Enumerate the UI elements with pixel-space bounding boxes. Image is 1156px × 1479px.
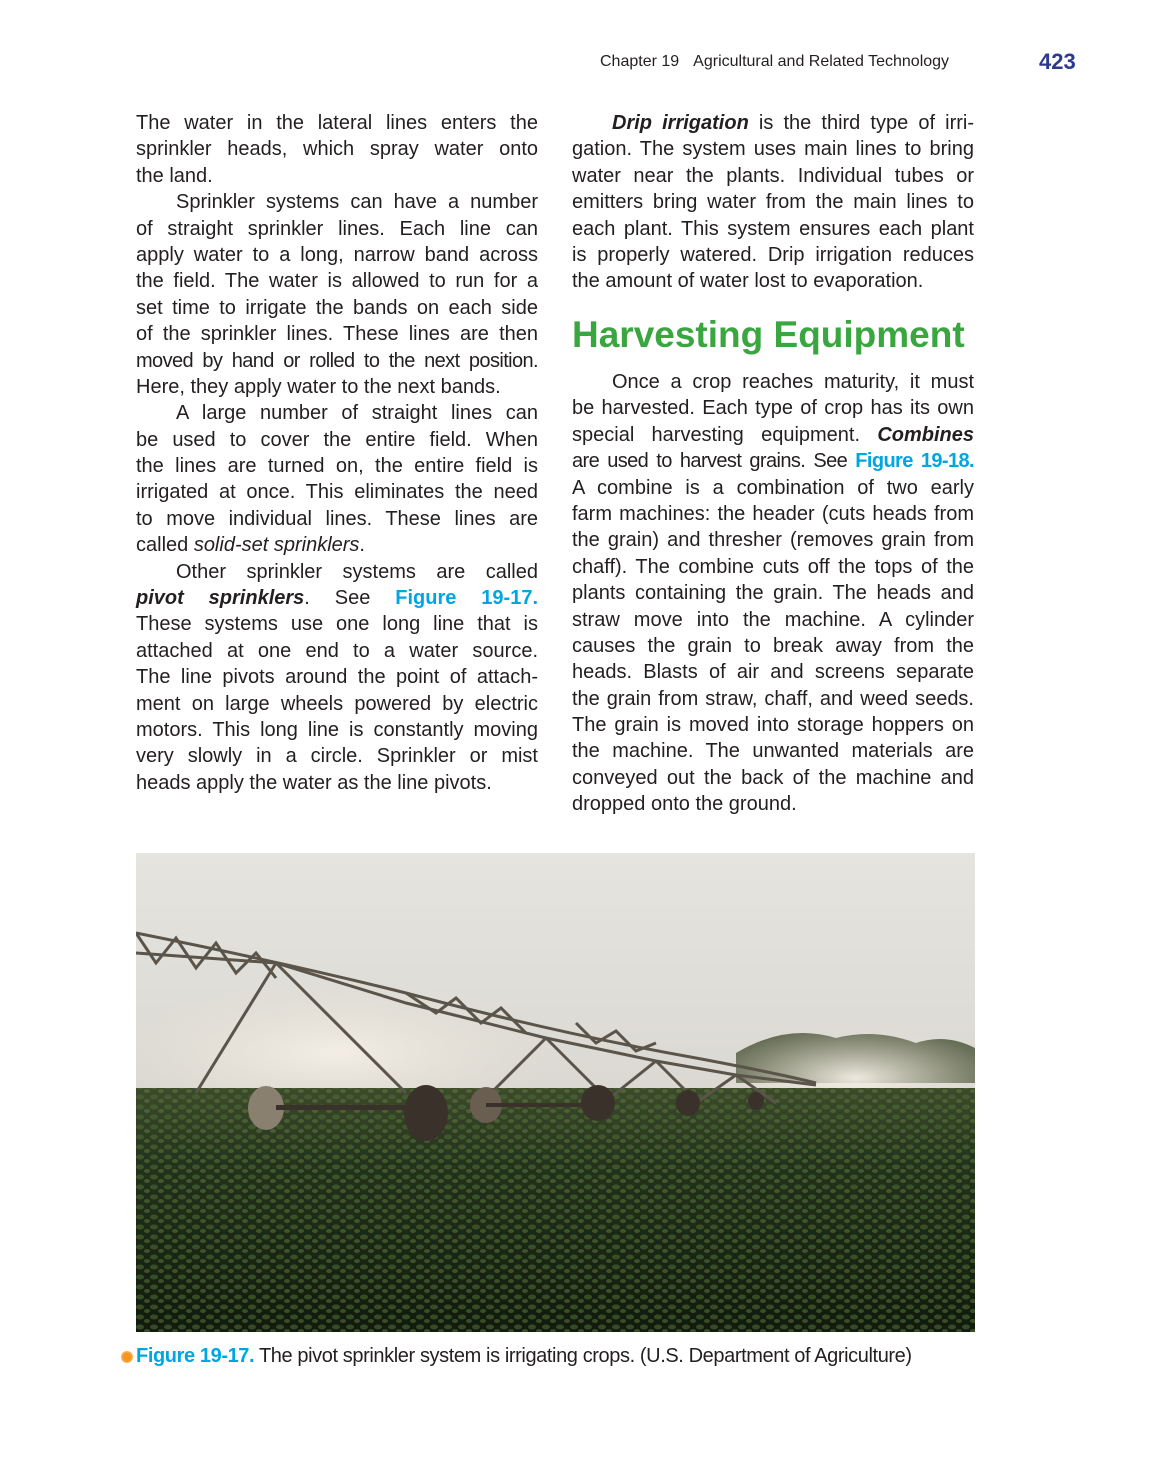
text-run: The grain is moved into storage hoppers on [572,714,974,737]
text-line [572,136,974,162]
text-run: water near the plants. Individual tubes or [572,164,974,187]
page-number: 423 [1039,49,1076,74]
text-run: chaff). The combine cuts off the tops of the [572,555,974,578]
text-line [572,395,974,421]
text-line [136,770,538,796]
text-run: the amount of water lost to evaporation. [572,270,924,293]
text-line [572,527,974,553]
text-run: irrigated at once. This eliminates the need [136,481,538,504]
figure-reference-link[interactable]: Figure 19-17. [395,587,538,610]
figure-reference-link[interactable]: Figure 19-18. [855,450,974,473]
text-run: . [359,534,365,557]
text-line [136,585,538,611]
text-run: plants containing the grain. The heads and [572,582,974,605]
text-line [572,765,974,791]
text-line [136,216,538,242]
text-line [136,479,538,505]
text-line [572,242,974,268]
text-run: motors. This long line is constantly moving [136,718,538,741]
text-run: farm machines: the header (cuts heads from [572,502,974,525]
text-run: of the sprinkler lines. These lines are then [136,323,538,346]
text-run: to move individual lines. These lines are [136,507,538,530]
chapter-title: Agricultural and Related Technology [693,53,950,70]
text-run: be harvested. Each type of crop has its own [572,397,974,420]
text-run: of straight sprinkler lines. Each line can [136,217,538,240]
text-run: is properly watered. Drip irrigation reduces [572,243,974,266]
text-run: are used to harvest grains. See [572,450,856,473]
text-line [136,400,538,426]
text-line [136,427,538,453]
text-line [136,717,538,743]
text-run: Once a crop reaches maturity, it must [612,371,974,393]
text-run: called [136,534,194,557]
text-line [136,295,538,321]
emphasized-term: solid-set sprinklers [193,534,360,557]
text-run: These systems use one long line that is [136,613,538,636]
text-line [572,475,974,501]
running-header [600,53,949,71]
text-run: attached at one end to a water source. [136,639,538,662]
text-run: emitters bring water from the main lines to [572,191,974,214]
text-line [136,374,538,400]
text-line [572,422,974,448]
text-run: dropped onto the ground. [572,793,797,816]
text-run: the grain) and thresher (removes grain from [572,529,974,552]
figure-caption-text: The pivot sprinkler system is irrigating crops. (U.S. Department of Agriculture) [254,1345,912,1367]
emphasized-term: Drip irrigation [612,112,749,134]
text-line [136,638,538,664]
text-line [136,110,538,136]
text-run: apply water to a long, narrow band across [136,243,538,266]
text-line [136,611,538,637]
figure-photo-pivot-sprinkler [136,853,975,1332]
text-line [572,791,974,817]
right-column-bottom [572,369,974,818]
text-run: A combine is a combination of two early [572,476,974,499]
text-run: moved by hand or rolled to the next position. [136,349,538,372]
text-line [572,163,974,189]
text-line [136,268,538,294]
text-run: very slowly in a circle. Sprinkler or mist [136,745,538,768]
text-line [136,453,538,479]
text-run: . See [304,587,396,610]
text-line [136,189,538,215]
right-column-top [572,110,974,295]
text-line [136,506,538,532]
text-line [572,369,974,395]
text-run: is the third type of irri- [748,112,975,134]
caption-bullet-icon [121,1351,133,1363]
text-run: the lines are turned on, the entire field is [136,455,538,478]
text-run: straw move into the machine. A cylinder [572,608,974,631]
emphasized-term: pivot sprinklers [136,587,305,610]
figure-caption [136,1345,912,1368]
text-run: the grain from straw, chaff, and weed seeds. [572,687,974,710]
text-line [136,163,538,189]
text-line [136,348,538,374]
text-line [136,242,538,268]
text-line [572,633,974,659]
text-run: gation. The system uses main lines to bring [572,138,974,161]
chapter-number: Chapter 19 [600,53,680,70]
text-run: set time to irrigate the bands on each side [136,296,538,319]
emphasized-term: Combines [877,423,974,446]
text-run: special harvesting equipment. [572,423,878,446]
text-line [572,607,974,633]
left-column [136,110,538,796]
text-run: conveyed out the back of the machine and [572,766,974,789]
text-run: each plant. This system ensures each plant [572,217,974,240]
text-run: heads. Blasts of air and screens separate [572,661,974,684]
text-run: the machine. The unwanted materials are [572,740,974,763]
text-line [136,532,538,558]
text-run: Sprinkler systems can have a number [176,191,538,214]
text-line [572,268,974,294]
text-run: The water in the lateral lines enters the [136,112,538,134]
text-run: heads apply the water as the line pivots. [136,771,492,794]
text-run: ment on large wheels powered by electric [136,692,538,715]
figure-label: Figure 19-17. [136,1345,255,1367]
section-heading: Harvesting Equipment [572,314,965,355]
text-line [572,110,974,136]
text-run: causes the grain to break away from the [572,634,974,657]
text-line [572,712,974,738]
text-run: the field. The water is allowed to run for a [136,270,538,293]
text-run: The line pivots around the point of attach- [136,666,538,689]
text-line [136,559,538,585]
text-line [572,659,974,685]
text-line [572,189,974,215]
text-line [136,743,538,769]
text-run: A large number of straight lines can [176,402,538,425]
text-line [572,554,974,580]
text-line [572,501,974,527]
text-run: Other sprinkler systems are called [176,560,538,583]
text-line [572,686,974,712]
text-line [136,321,538,347]
text-run: Here, they apply water to the next bands. [136,375,501,398]
text-line [572,738,974,764]
text-run: the land. [136,164,213,187]
text-run: sprinkler heads, which spray water onto [136,138,538,161]
text-line [572,216,974,242]
text-line [136,664,538,690]
text-line [136,136,538,162]
text-line [572,580,974,606]
text-line [136,691,538,717]
text-line [572,448,974,474]
text-run: be used to cover the entire field. When [136,428,538,451]
